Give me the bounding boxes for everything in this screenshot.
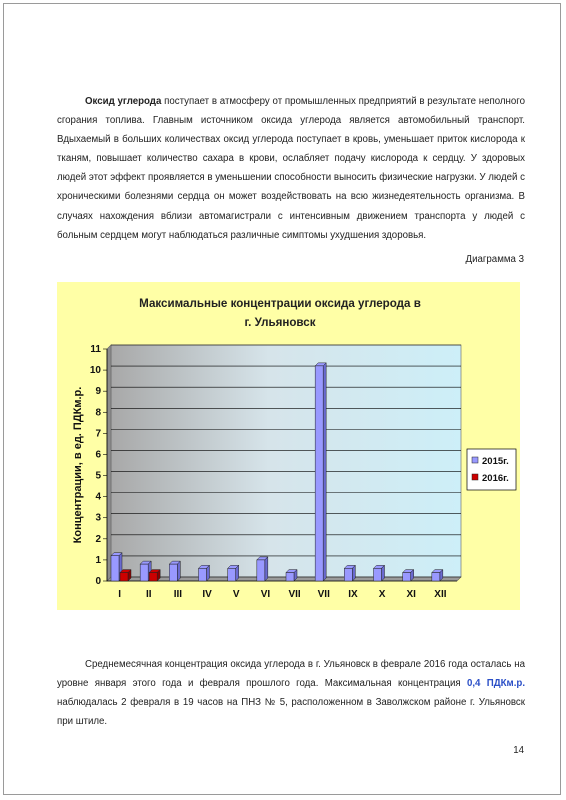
bar-2015	[344, 568, 352, 581]
bar-2015	[403, 573, 411, 581]
bar-2015	[228, 568, 236, 581]
bar-2015	[257, 560, 265, 581]
y-tick-label: 3	[95, 512, 101, 524]
paragraph-lead-term: Оксид углерода	[85, 96, 162, 107]
x-tick-label: XI	[406, 589, 416, 600]
bar-2015-side	[352, 565, 355, 581]
x-tick-label: IV	[202, 589, 212, 600]
x-tick-label: VII	[288, 589, 301, 600]
chart-title-line1: Максимальные концентрации оксида углерода в	[139, 297, 421, 310]
y-tick-label: 7	[95, 428, 101, 440]
y-tick-label: 8	[95, 407, 101, 419]
chart-title-line2: г. Ульяновск	[244, 316, 316, 329]
bar-2016	[149, 573, 157, 581]
legend-swatch	[472, 474, 478, 480]
bar-2015	[140, 564, 148, 581]
x-tick-label: VII	[317, 589, 330, 600]
bar-2015-side	[177, 561, 180, 581]
y-tick-label: 2	[95, 533, 101, 545]
summary-text-2: наблюдалась 2 февраля в 19 часов на ПНЗ № 5, расположенном в Заволжском районе г. Ульяновск при штиле.	[57, 697, 525, 728]
x-tick-label: X	[378, 589, 386, 600]
bar-2015	[169, 564, 177, 581]
bar-2015	[111, 556, 119, 581]
y-tick-label: 4	[95, 491, 101, 503]
x-tick-label: II	[145, 589, 152, 600]
bar-2015-side	[323, 363, 326, 581]
y-tick-label: 1	[95, 554, 101, 566]
bar-2016	[120, 573, 128, 581]
bar-2015	[315, 366, 323, 581]
diagram-caption: Диаграмма 3	[465, 254, 524, 265]
bar-2015-side	[265, 557, 268, 581]
x-tick-label: IX	[348, 589, 358, 600]
y-tick-label: 11	[90, 344, 101, 355]
y-tick-label: 5	[95, 470, 101, 482]
bar-2015	[199, 568, 207, 581]
y-tick-label: 0	[95, 576, 101, 587]
y-axis-label: Концентрации, в ед. ПДКм.р.	[72, 386, 84, 544]
x-tick-label: VI	[260, 589, 271, 600]
bar-2015	[374, 568, 382, 581]
plot-area	[111, 345, 461, 577]
x-tick-label: V	[232, 589, 240, 600]
legend-label: 2016г.	[482, 473, 509, 484]
paragraph-body: поступает в атмосферу от промышленных предприятий в результате неполного сгорания топлива. Главным источником оксида углерода является автомобильный транспорт. Вдыхаемый в больших количествах оксид углерода поступает в кровь, уменьшает приток кислорода к тканям, повышает количество сахара в крови, ослабляет подачу кислорода к сердцу. У здоровых людей этот эффект проявляется в уменьшении способности выносить физические нагрузки. У людей с хроническими болезнями сердца он может воздействовать на всю жизнедеятельность организма. В случаях нахождения вблизи автомагистрали с интенсивным движением транспорта у людей с больным сердцем могут наблюдаться различные симптомы ухудшения здоровья.	[57, 96, 525, 241]
plot-side-wall	[107, 345, 111, 581]
x-tick-label: I	[118, 589, 121, 600]
y-tick-label: 6	[95, 449, 101, 461]
x-tick-label: III	[173, 589, 183, 600]
bar-2015	[432, 573, 440, 581]
x-tick-label: XII	[434, 589, 447, 600]
y-tick-label: 10	[89, 365, 101, 377]
paragraph-summary	[57, 655, 525, 731]
y-tick-label: 9	[95, 386, 101, 398]
bar-2015-side	[236, 565, 239, 581]
bar-2015-side	[207, 565, 210, 581]
page-number: 14	[513, 745, 524, 756]
legend-swatch	[472, 457, 478, 463]
legend-label: 2015г.	[482, 456, 509, 467]
bar-2015-side	[382, 565, 385, 581]
bar-2015	[286, 573, 294, 581]
summary-text-1: Среднемесячная концентрация оксида углерода в г. Ульяновск в феврале 2016 года осталась на уровне января этого года и февраля прошлого года. Максимальная концентрация	[57, 659, 525, 690]
max-concentration-value: 0,4 ПДКм.р.	[466, 678, 526, 690]
